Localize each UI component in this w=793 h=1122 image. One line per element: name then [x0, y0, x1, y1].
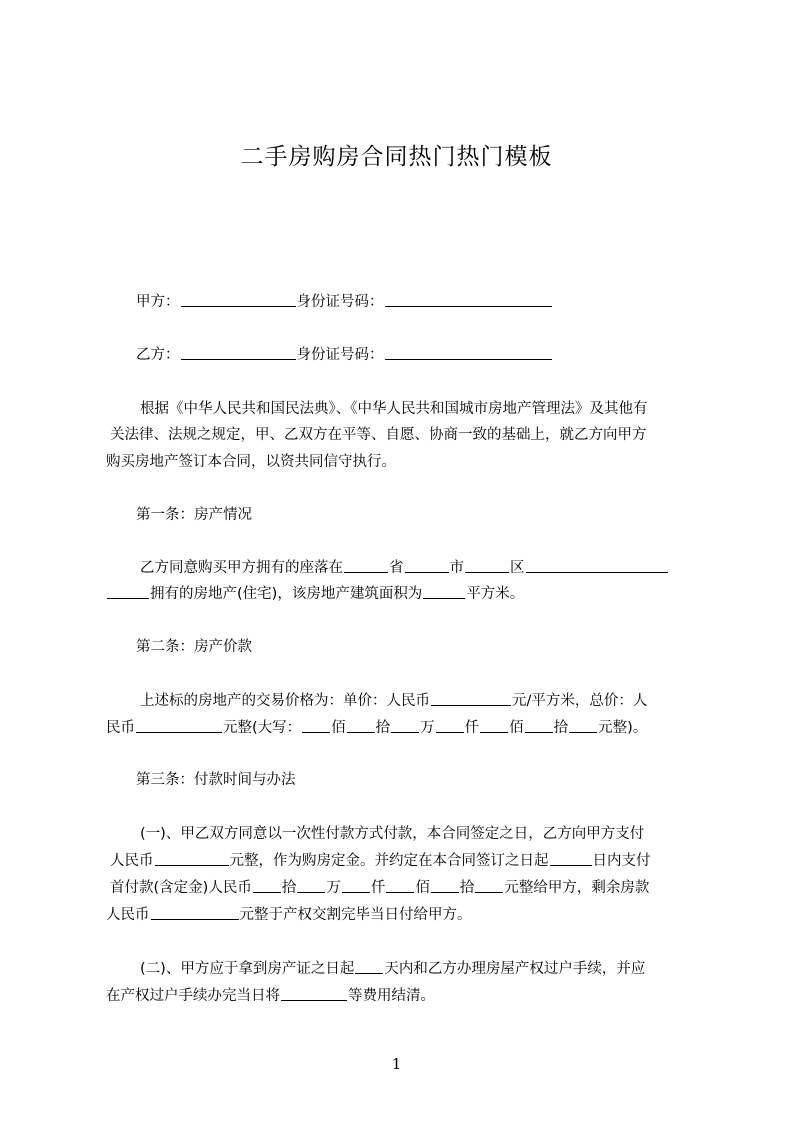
settle-text-2: 等费用结清。 — [348, 988, 435, 1004]
article-1-line-1 — [140, 557, 669, 579]
bai-blank[interactable] — [302, 717, 330, 733]
article-3-p1-line-1: (一)、甲乙双方同意以一次性付款方式付款，本合同签定之日，乙方向甲方支付 — [140, 826, 645, 842]
article-2-total-text: 元/平方米，总价：人 — [512, 693, 648, 709]
deposit-blank[interactable] — [155, 850, 229, 866]
dp-shi-wan-blank[interactable] — [253, 877, 281, 893]
transfer-text-2: 天内和乙方办理房屋产权过户手续，并应 — [384, 961, 646, 977]
transfer-days-blank[interactable] — [355, 958, 383, 974]
unit-shi: 拾 — [281, 880, 297, 896]
article-3-p2-line-1 — [140, 958, 645, 980]
party-b-name-blank[interactable] — [181, 344, 296, 360]
unit-wan: 万 — [326, 880, 341, 896]
article-2-heading: 第二条：房产价款 — [136, 639, 252, 655]
area-unit: 平方米。 — [466, 586, 525, 602]
unit-shi-2: 拾 — [553, 720, 569, 736]
article-1-heading: 第一条：房产情况 — [136, 507, 252, 523]
city-label: 市 — [449, 560, 464, 576]
wan-blank[interactable] — [391, 717, 419, 733]
unit-qian: 仟 — [464, 720, 480, 736]
article-3-p1-line-3 — [110, 877, 649, 899]
bai2-blank[interactable] — [480, 717, 508, 733]
settle-text: 在产权过户手续办完当日将 — [106, 988, 280, 1004]
deposit-text: 元整，作为购房定金。并约定在本合同签订之日起 — [229, 853, 549, 869]
days-blank[interactable] — [550, 850, 592, 866]
unit-bai-2: 佰 — [509, 720, 524, 736]
party-a-name-blank[interactable] — [181, 291, 296, 307]
dp-shi-blank[interactable] — [431, 877, 459, 893]
party-a-line — [136, 291, 553, 313]
down-payment-text: 首付款(含定金)人民币 — [110, 880, 252, 896]
city-blank[interactable] — [405, 557, 449, 573]
article-2-line-2 — [106, 717, 647, 739]
unit-qian: 仟 — [370, 880, 386, 896]
article-1-area-text: 拥有的房地产(住宅)，该房地产建筑面积为 — [150, 586, 423, 602]
dp-wan-blank[interactable] — [297, 877, 325, 893]
party-b-id-label: 身份证号码： — [296, 347, 384, 363]
fees-blank[interactable] — [281, 985, 347, 1001]
unit-bai: 佰 — [331, 720, 346, 736]
unit-price-blank[interactable] — [431, 690, 511, 706]
unit-shi-2: 拾 — [459, 880, 475, 896]
party-a-id-label: 身份证号码： — [296, 294, 384, 310]
article-2-line-1 — [140, 690, 647, 712]
district-blank[interactable] — [465, 557, 509, 573]
rmb-label: 民币 — [106, 720, 135, 736]
party-b-line — [136, 344, 553, 366]
preamble-line-1: 根据《中华人民共和国民法典》、《中华人民共和国城市房地产管理法》及其他有 — [140, 401, 648, 417]
article-3-p1-line-4 — [106, 904, 472, 926]
balance-text: 元整于产权交割完毕当日付给甲方。 — [239, 907, 472, 923]
preamble-line-3: 购买房地产签订本合同，以资共同信守执行。 — [106, 454, 396, 470]
dp-qian-blank[interactable] — [342, 877, 370, 893]
article-3-heading: 第三条：付款时间与办法 — [136, 772, 296, 788]
area-blank[interactable] — [423, 583, 465, 599]
shi2-blank[interactable] — [525, 717, 553, 733]
article-2-price-text: 上述标的房地产的交易价格为：单价：人民币 — [140, 693, 430, 709]
party-a-label: 甲方： — [136, 294, 180, 310]
article-3-p2-line-2 — [106, 985, 435, 1007]
party-b-id-blank[interactable] — [385, 344, 552, 360]
party-a-id-blank[interactable] — [385, 291, 552, 307]
shi-blank[interactable] — [347, 717, 375, 733]
remaining-text: 元整给甲方，剩余房款 — [504, 880, 650, 896]
unit-bai: 佰 — [415, 880, 430, 896]
capital-label: 元整(大写： — [223, 720, 302, 736]
document-title: 二手房购房合同热门热门模板 — [240, 144, 553, 170]
province-label: 省 — [389, 560, 404, 576]
province-blank[interactable] — [344, 557, 388, 573]
dp-bai-blank[interactable] — [386, 877, 414, 893]
article-3-p1-line-2 — [110, 850, 651, 872]
transfer-text: (二)、甲方应于拿到房产证之日起 — [140, 961, 355, 977]
balance-blank[interactable] — [151, 904, 239, 920]
district-label: 区 — [510, 560, 525, 576]
yuan-blank[interactable] — [569, 717, 597, 733]
article-1-text: 乙方同意购买甲方拥有的座落在 — [140, 560, 343, 576]
page-number: 1 — [391, 1055, 402, 1073]
qian-blank[interactable] — [436, 717, 464, 733]
owner-blank[interactable] — [107, 583, 149, 599]
unit-shi: 拾 — [375, 720, 391, 736]
address-blank[interactable] — [526, 557, 668, 573]
total-price-blank[interactable] — [136, 717, 222, 733]
party-b-label: 乙方： — [136, 347, 180, 363]
article-1-line-2 — [106, 583, 524, 605]
dp-yuan-blank[interactable] — [475, 877, 503, 893]
rmb-label: 人民币 — [110, 853, 154, 869]
unit-yuan-end: 元整)。 — [598, 720, 648, 736]
preamble-line-2: 关法律、法规之规定，甲、乙双方在平等、自愿、协商一致的基础上，就乙方向甲方 — [110, 427, 647, 443]
pay-text: 日内支付 — [592, 853, 651, 869]
rmb-label: 人民币 — [106, 907, 150, 923]
unit-wan: 万 — [420, 720, 435, 736]
